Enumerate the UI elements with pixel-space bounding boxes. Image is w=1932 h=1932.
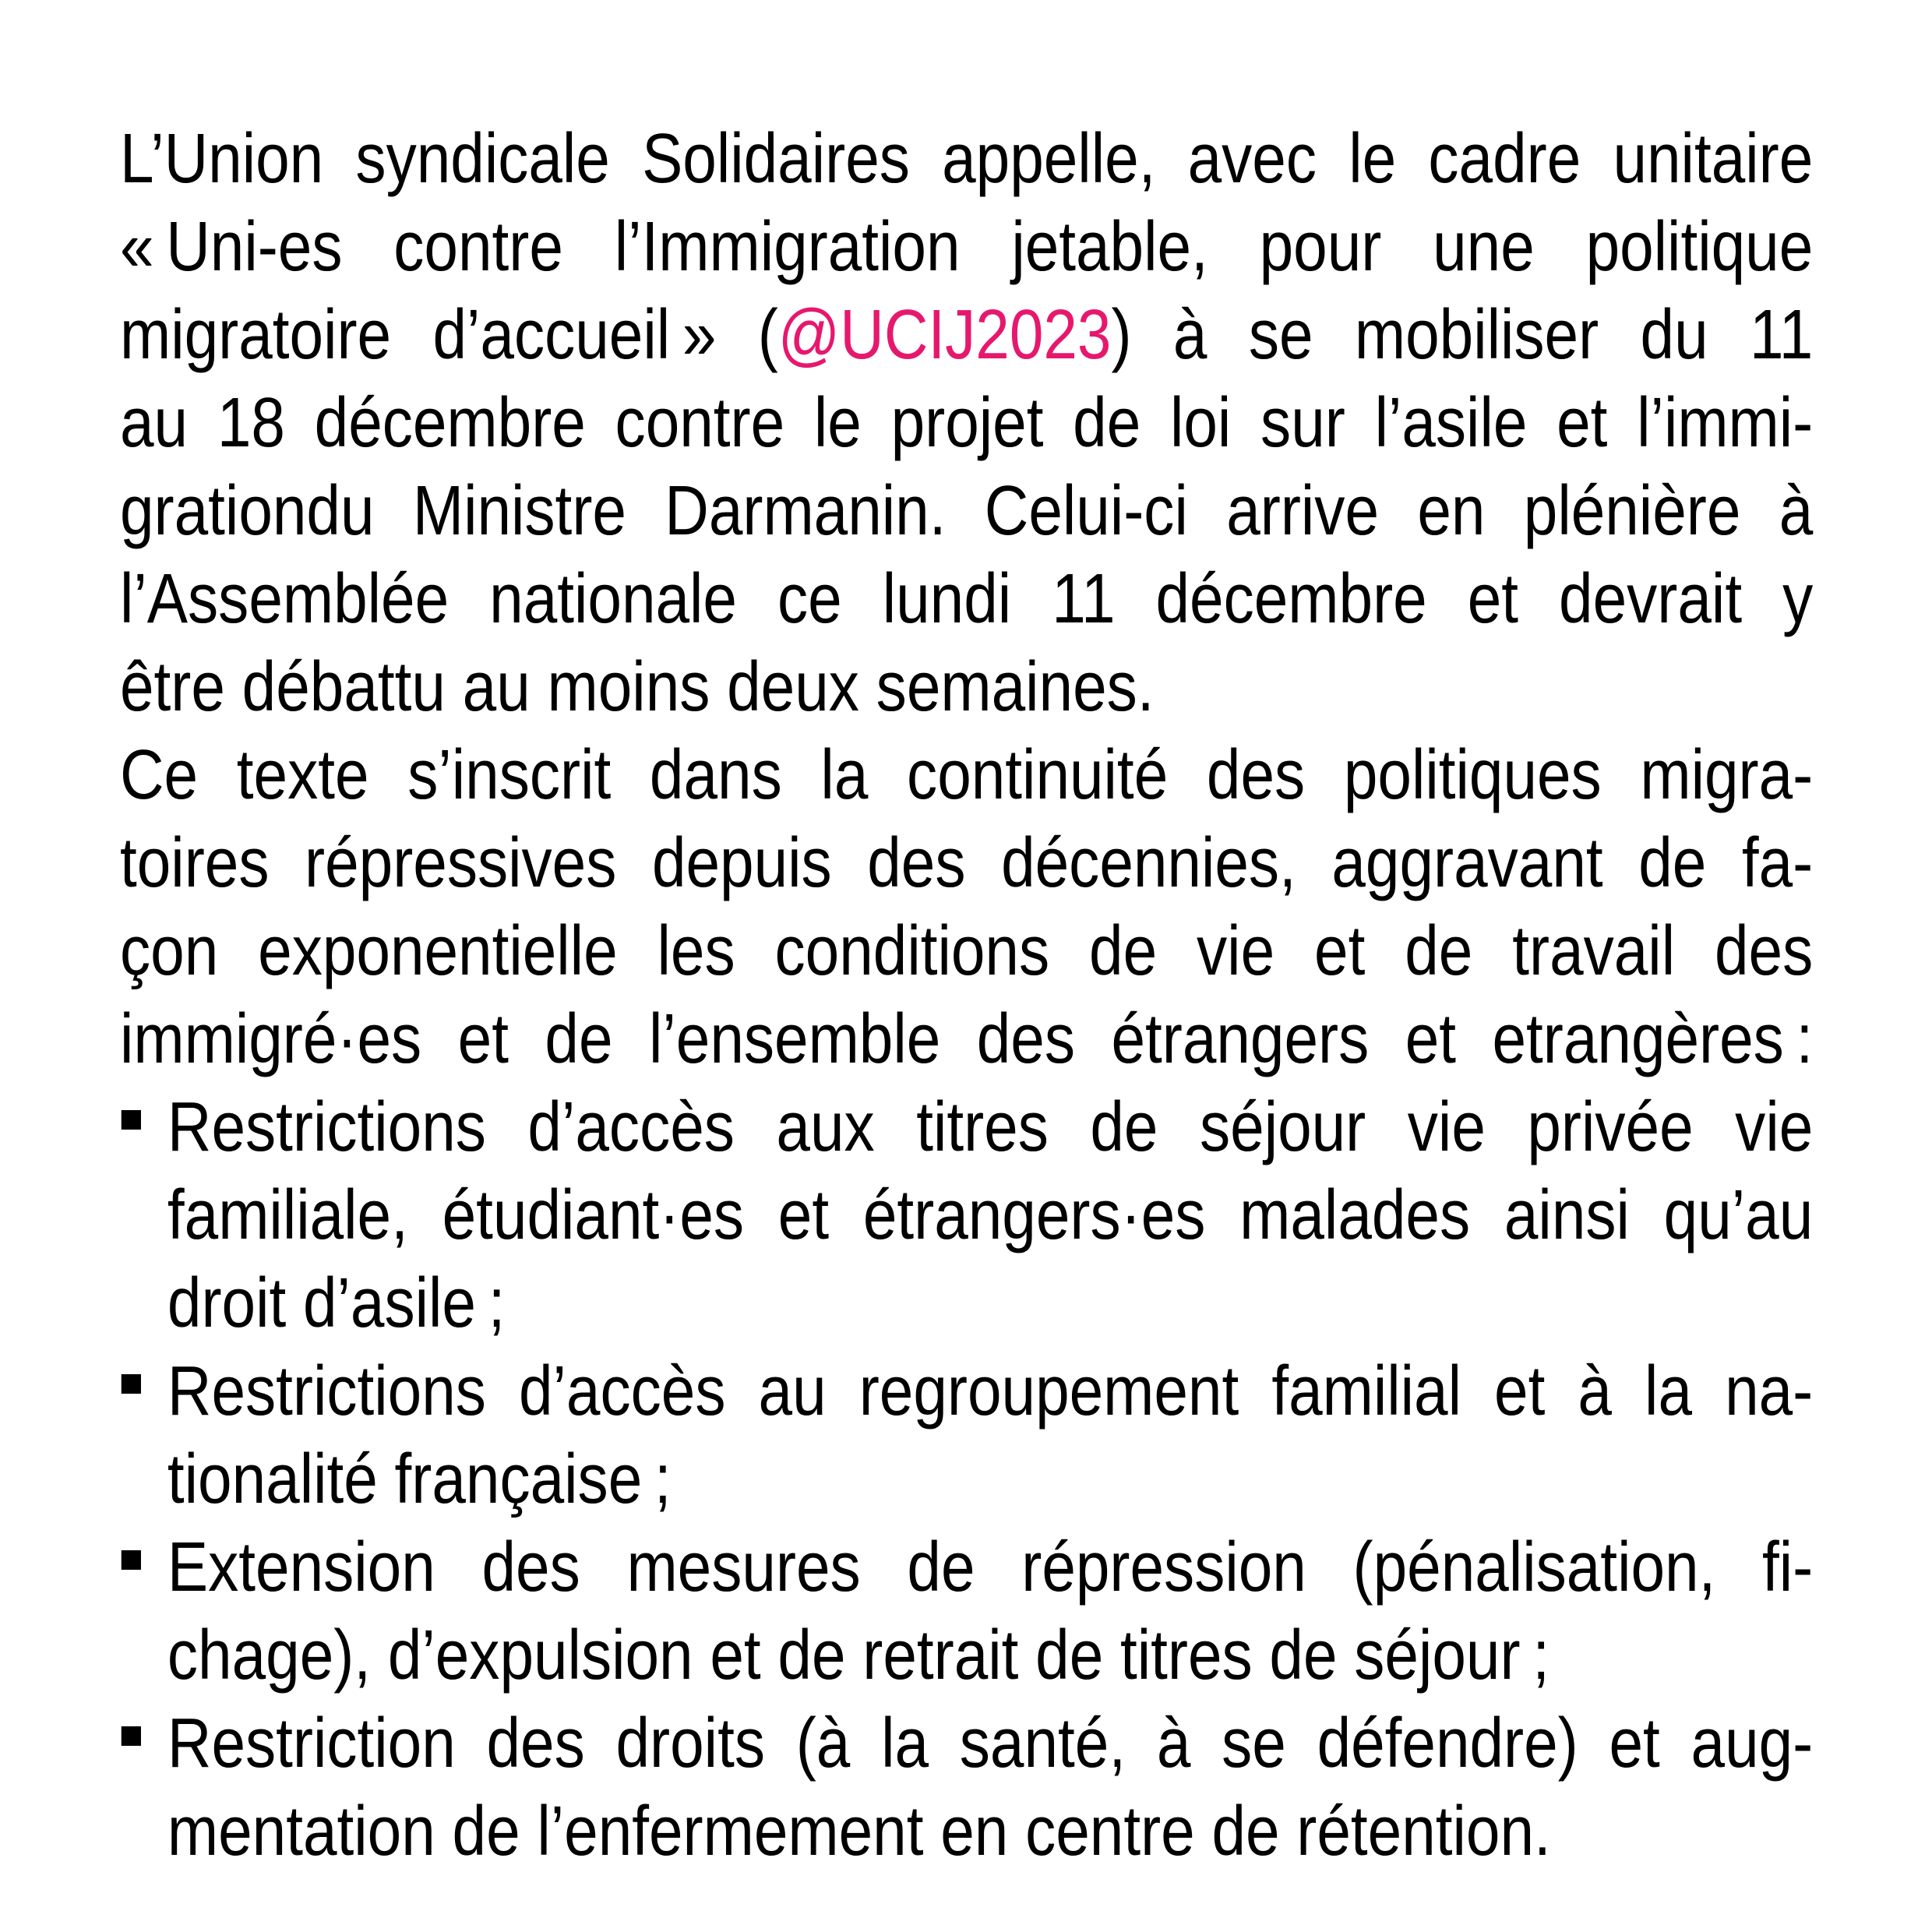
text-segment: être débattu au moins deux semaines. <box>120 648 1155 726</box>
text-line <box>167 1788 1813 1876</box>
text-line <box>167 1700 1813 1788</box>
text-line <box>120 115 1813 203</box>
text-segment: grationdu Ministre Darmanin. Celui-ci arrive en plénière à <box>120 472 1814 550</box>
text-segment: droit d’asile ; <box>167 1264 506 1342</box>
text-segment: au 18 décembre contre le projet de loi sur l’asile et l’immi- <box>120 384 1814 462</box>
text-segment: familiale, étudiant·es et étrangers·es malades ainsi qu’au <box>167 1176 1814 1254</box>
text-segment: l’Assemblée nationale ce lundi 11 décembre et devrait y <box>120 560 1814 638</box>
text-segment: « Uni-es contre l’Immigration jetable, pour une politique <box>120 208 1814 286</box>
ucij2023-link[interactable]: @UCIJ2023 <box>777 296 1112 374</box>
text-segment: Ce texte s’inscrit dans la continuité des politiques migra- <box>120 736 1814 814</box>
text-segment: migratoire d’accueil » ( <box>120 296 778 374</box>
text-line <box>120 732 1813 820</box>
text-segment: Restrictions d’accès aux titres de séjour vie privée vie <box>167 1088 1814 1166</box>
text-line <box>120 996 1813 1084</box>
text-segment: L’Union syndicale Solidaires appelle, avec le cadre unitaire <box>120 120 1814 198</box>
text-segment: immigré·es et de l’ensemble des étrangers et etrangères : <box>120 1000 1814 1078</box>
bullet-item <box>120 1084 1813 1348</box>
text-line <box>120 203 1813 291</box>
text-segment: Extension des mesures de répression (pénalisation, fi- <box>167 1528 1814 1606</box>
text-segment: mentation de l’enfermement en centre de rétention. <box>167 1793 1551 1870</box>
text-line <box>120 820 1813 908</box>
text-segment: Restrictions d’accès au regroupement familial et à la na- <box>167 1352 1814 1430</box>
text-line <box>120 379 1813 467</box>
bullet-marker <box>122 1374 141 1394</box>
text-line <box>167 1084 1813 1172</box>
bullet-item <box>120 1700 1813 1876</box>
text-line <box>120 555 1813 643</box>
text-line <box>167 1172 1813 1260</box>
text-line <box>167 1524 1813 1612</box>
bullet-marker <box>122 1550 141 1570</box>
text-segment: çon exponentielle les conditions de vie et de travail des <box>120 912 1814 990</box>
text-segment: chage), d’expulsion et de retrait de titres de séjour ; <box>167 1616 1549 1694</box>
paragraph <box>120 115 1813 732</box>
text-line <box>167 1260 1813 1348</box>
bullet-item <box>120 1348 1813 1524</box>
text-line <box>120 643 1813 732</box>
text-line <box>167 1436 1813 1524</box>
text-segment: ) à se mobiliser du 11 <box>1111 296 1814 374</box>
text-line <box>120 467 1813 555</box>
text-segment: toires répressives depuis des décennies, aggravant de fa- <box>120 824 1814 902</box>
text-segment: tionalité française ; <box>167 1440 672 1518</box>
bullet-marker <box>122 1726 141 1746</box>
text-line <box>120 908 1813 996</box>
text-line <box>167 1612 1813 1700</box>
bullet-marker <box>122 1110 141 1130</box>
article-text <box>120 115 1813 1876</box>
text-segment: Restriction des droits (à la santé, à se défendre) et aug- <box>167 1705 1814 1782</box>
bullet-item <box>120 1524 1813 1700</box>
text-line <box>167 1348 1813 1436</box>
text-line <box>120 291 1813 379</box>
paragraph <box>120 732 1813 1084</box>
